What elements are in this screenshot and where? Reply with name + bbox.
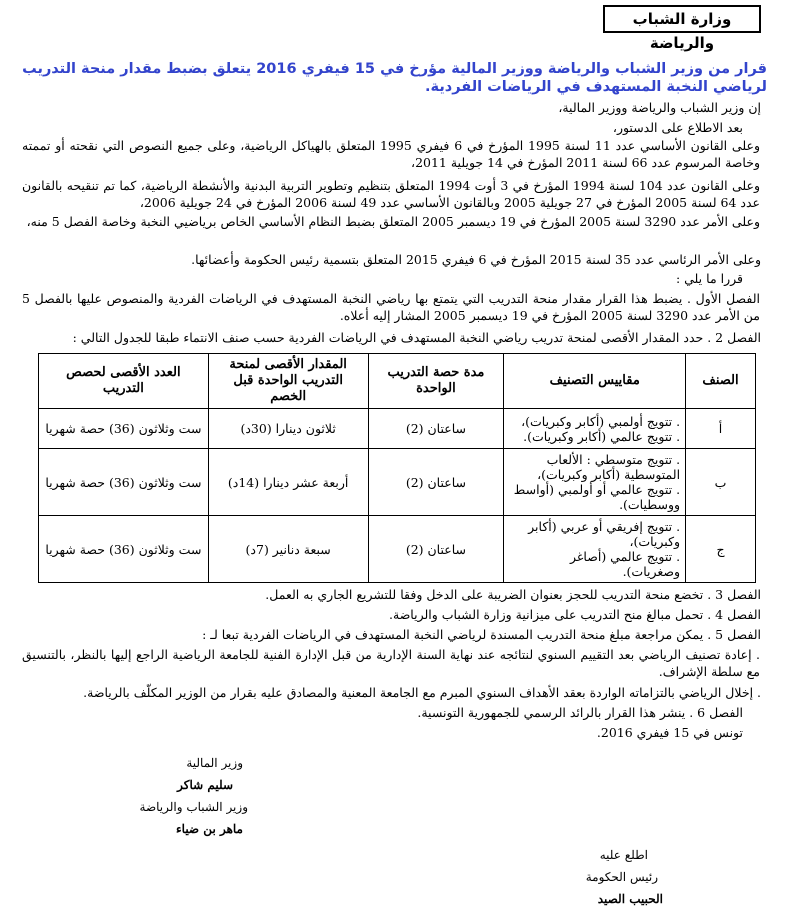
seen-by-label: اطلع عليه bbox=[599, 848, 648, 862]
article-2: الفصل 2 . حدد المقدار الأقصى لمنحة تدريب رياضي النخبة المستهدف في الرياضات الفردية حسب صنف الانتماء طبقا للجدول التالي : bbox=[72, 330, 761, 345]
article-3: الفصل 3 . تخضع منحة التدريب للحجز بعنوان الضريبة على الدخل وفقا للتشريع الجاري به العمل. bbox=[265, 587, 761, 602]
header-category: الصنف bbox=[686, 354, 756, 409]
header-sessions: العدد الأقصى لحصص التدريب bbox=[39, 354, 209, 409]
finance-minister-name: سليم شاكر bbox=[177, 778, 233, 792]
row-criteria bbox=[504, 409, 686, 449]
header-duration: مدة حصة التدريب الواحدة bbox=[368, 354, 504, 409]
preamble-presidential-order: وعلى الأمر الرئاسي عدد 35 لسنة 2015 المؤرخ في 6 فيفري 2015 المتعلق بتسمية رئيس الحكومة وأعضائها. bbox=[191, 252, 761, 267]
prime-minister-name: الحبيب الصيد bbox=[597, 892, 663, 906]
table-row bbox=[39, 409, 756, 449]
row-sessions: ست وثلاثون (36) حصة شهريا bbox=[39, 516, 209, 583]
row-criteria bbox=[504, 516, 686, 583]
preamble-constitution: بعد الاطلاع على الدستور، bbox=[612, 120, 743, 135]
criteria-item: . تتويج عالمي (أصاغر وصغريات). bbox=[569, 549, 681, 579]
criteria-item: . تتويج أولمبي (أكابر وكبريات)، bbox=[521, 413, 681, 429]
header-amount: المقدار الأقصى لمنحة التدريب الواحدة قبل الخصم bbox=[208, 354, 368, 409]
criteria-item: . تتويج متوسطي : الألعاب المتوسطية (أكابر وكبريات)، bbox=[537, 452, 681, 482]
row-criteria bbox=[504, 449, 686, 516]
preamble-intro: إن وزير الشباب والرياضة ووزير المالية، bbox=[558, 100, 761, 115]
table-header-row bbox=[39, 354, 756, 409]
training-grant-table bbox=[38, 353, 756, 583]
row-amount: سبعة دنانير (7د) bbox=[208, 516, 368, 583]
row-duration: ساعتان (2) bbox=[368, 516, 504, 583]
criteria-item: . تتويج عالمي أو أولمبي (أواسط ووسطيات). bbox=[513, 482, 681, 512]
row-amount: ثلاثون دينارا (30د) bbox=[208, 409, 368, 449]
preamble-law-1994: وعلى القانون عدد 104 لسنة 1994 المؤرخ في 3 أوت 1994 المتعلق بتنظيم وتطوير التربية البدنية والأنشطة الرياضية، كما تم تنقيحه بالقانون عدد 64 لسنة 2005 المؤرخ في 27 جويلية 2005 وبالقانون الأساسي عدد 49 لسنة 2006 المؤرخ في 24 جويلية 2006، bbox=[22, 178, 761, 210]
ministry-header: وزارة الشباب والرياضة bbox=[603, 5, 761, 33]
row-sessions: ست وثلاثون (36) حصة شهريا bbox=[39, 449, 209, 516]
article-5: الفصل 5 . يمكن مراجعة مبلغ منحة التدريب المسندة لرياضي النخبة المستهدف في الرياضات الفردية تبعا لـ : bbox=[202, 627, 761, 642]
row-category: أ bbox=[686, 409, 756, 449]
row-duration: ساعتان (2) bbox=[368, 409, 504, 449]
sports-minister-title: وزير الشباب والرياضة bbox=[139, 800, 248, 814]
article-4: الفصل 4 . تحمل مبالغ منح التدريب على ميزانية وزارة الشباب والرياضة. bbox=[389, 607, 761, 622]
criteria-item: . تتويج إفريقي أو عربي (أكابر وكبريات)، bbox=[528, 519, 681, 549]
row-sessions: ست وثلاثون (36) حصة شهريا bbox=[39, 409, 209, 449]
article-1: الفصل الأول . يضبط هذا القرار مقدار منحة التدريب التي يتمتع بها رياضي النخبة المستهدف في الرياضات الفردية والمنصوص عليها بالفصل 5 من الأمر عدد 3290 لسنة 2005 المؤرخ في 19 ديسمبر 2005 المشار إليه أعلاه. bbox=[22, 291, 760, 323]
row-category: ج bbox=[686, 516, 756, 583]
row-category: ب bbox=[686, 449, 756, 516]
decree-title: قرار من وزير الشباب والرياضة ووزير المالية مؤرخ في 15 فيفري 2016 يتعلق بضبط مقدار منحة التدريب لرياضي النخبة المستهدف في الرياضات الفردية. bbox=[22, 61, 767, 95]
prime-minister-title: رئيس الحكومة bbox=[585, 870, 658, 884]
preamble-decided: قررا ما يلي : bbox=[675, 271, 743, 286]
criteria-item: . تتويج عالمي (أكابر وكبريات). bbox=[523, 428, 681, 444]
preamble-law-1995: وعلى القانون الأساسي عدد 11 لسنة 1995 المؤرخ في 6 فيفري 1995 المتعلق بالهياكل الرياضية، وعلى جميع النصوص التي نقحته أو تممته وخاصة المرسوم عدد 66 لسنة 2011 المؤرخ في 14 جويلية 2011، bbox=[22, 138, 760, 170]
decree-date: تونس في 15 فيفري 2016. bbox=[596, 725, 743, 740]
table-row bbox=[39, 516, 756, 583]
sports-minister-name: ماهر بن ضياء bbox=[176, 822, 243, 836]
table-row bbox=[39, 449, 756, 516]
preamble-order-2005: وعلى الأمر عدد 3290 لسنة 2005 المؤرخ في 19 ديسمبر 2005 المتعلق بضبط النظام الأساسي الخاص برياضيي النخبة وخاصة الفصل 5 منه، bbox=[26, 214, 760, 229]
finance-minister-title: وزير المالية bbox=[186, 756, 243, 770]
row-amount: أربعة عشر دينارا (14د) bbox=[208, 449, 368, 516]
article-6: الفصل 6 . ينشر هذا القرار بالرائد الرسمي للجمهورية التونسية. bbox=[417, 705, 743, 720]
article-5-item-1: . إعادة تصنيف الرياضي بعد التقييم السنوي لنتائجه عند نهاية السنة الإدارية من قبل الإدارة الفنية للجامعة الرياضية الراجع إليها بالنظر، بالتنسيق مع سلطة الإشراف. bbox=[22, 647, 760, 679]
header-criteria: مقاييس التصنيف bbox=[504, 354, 686, 409]
row-duration: ساعتان (2) bbox=[368, 449, 504, 516]
article-5-item-2: . إخلال الرياضي بالتزاماته الواردة بعقد الأهداف السنوي المبرم مع الجامعة المعنية والمصادق عليه بقرار من الوزير المكلّف بالرياضة. bbox=[83, 685, 761, 700]
